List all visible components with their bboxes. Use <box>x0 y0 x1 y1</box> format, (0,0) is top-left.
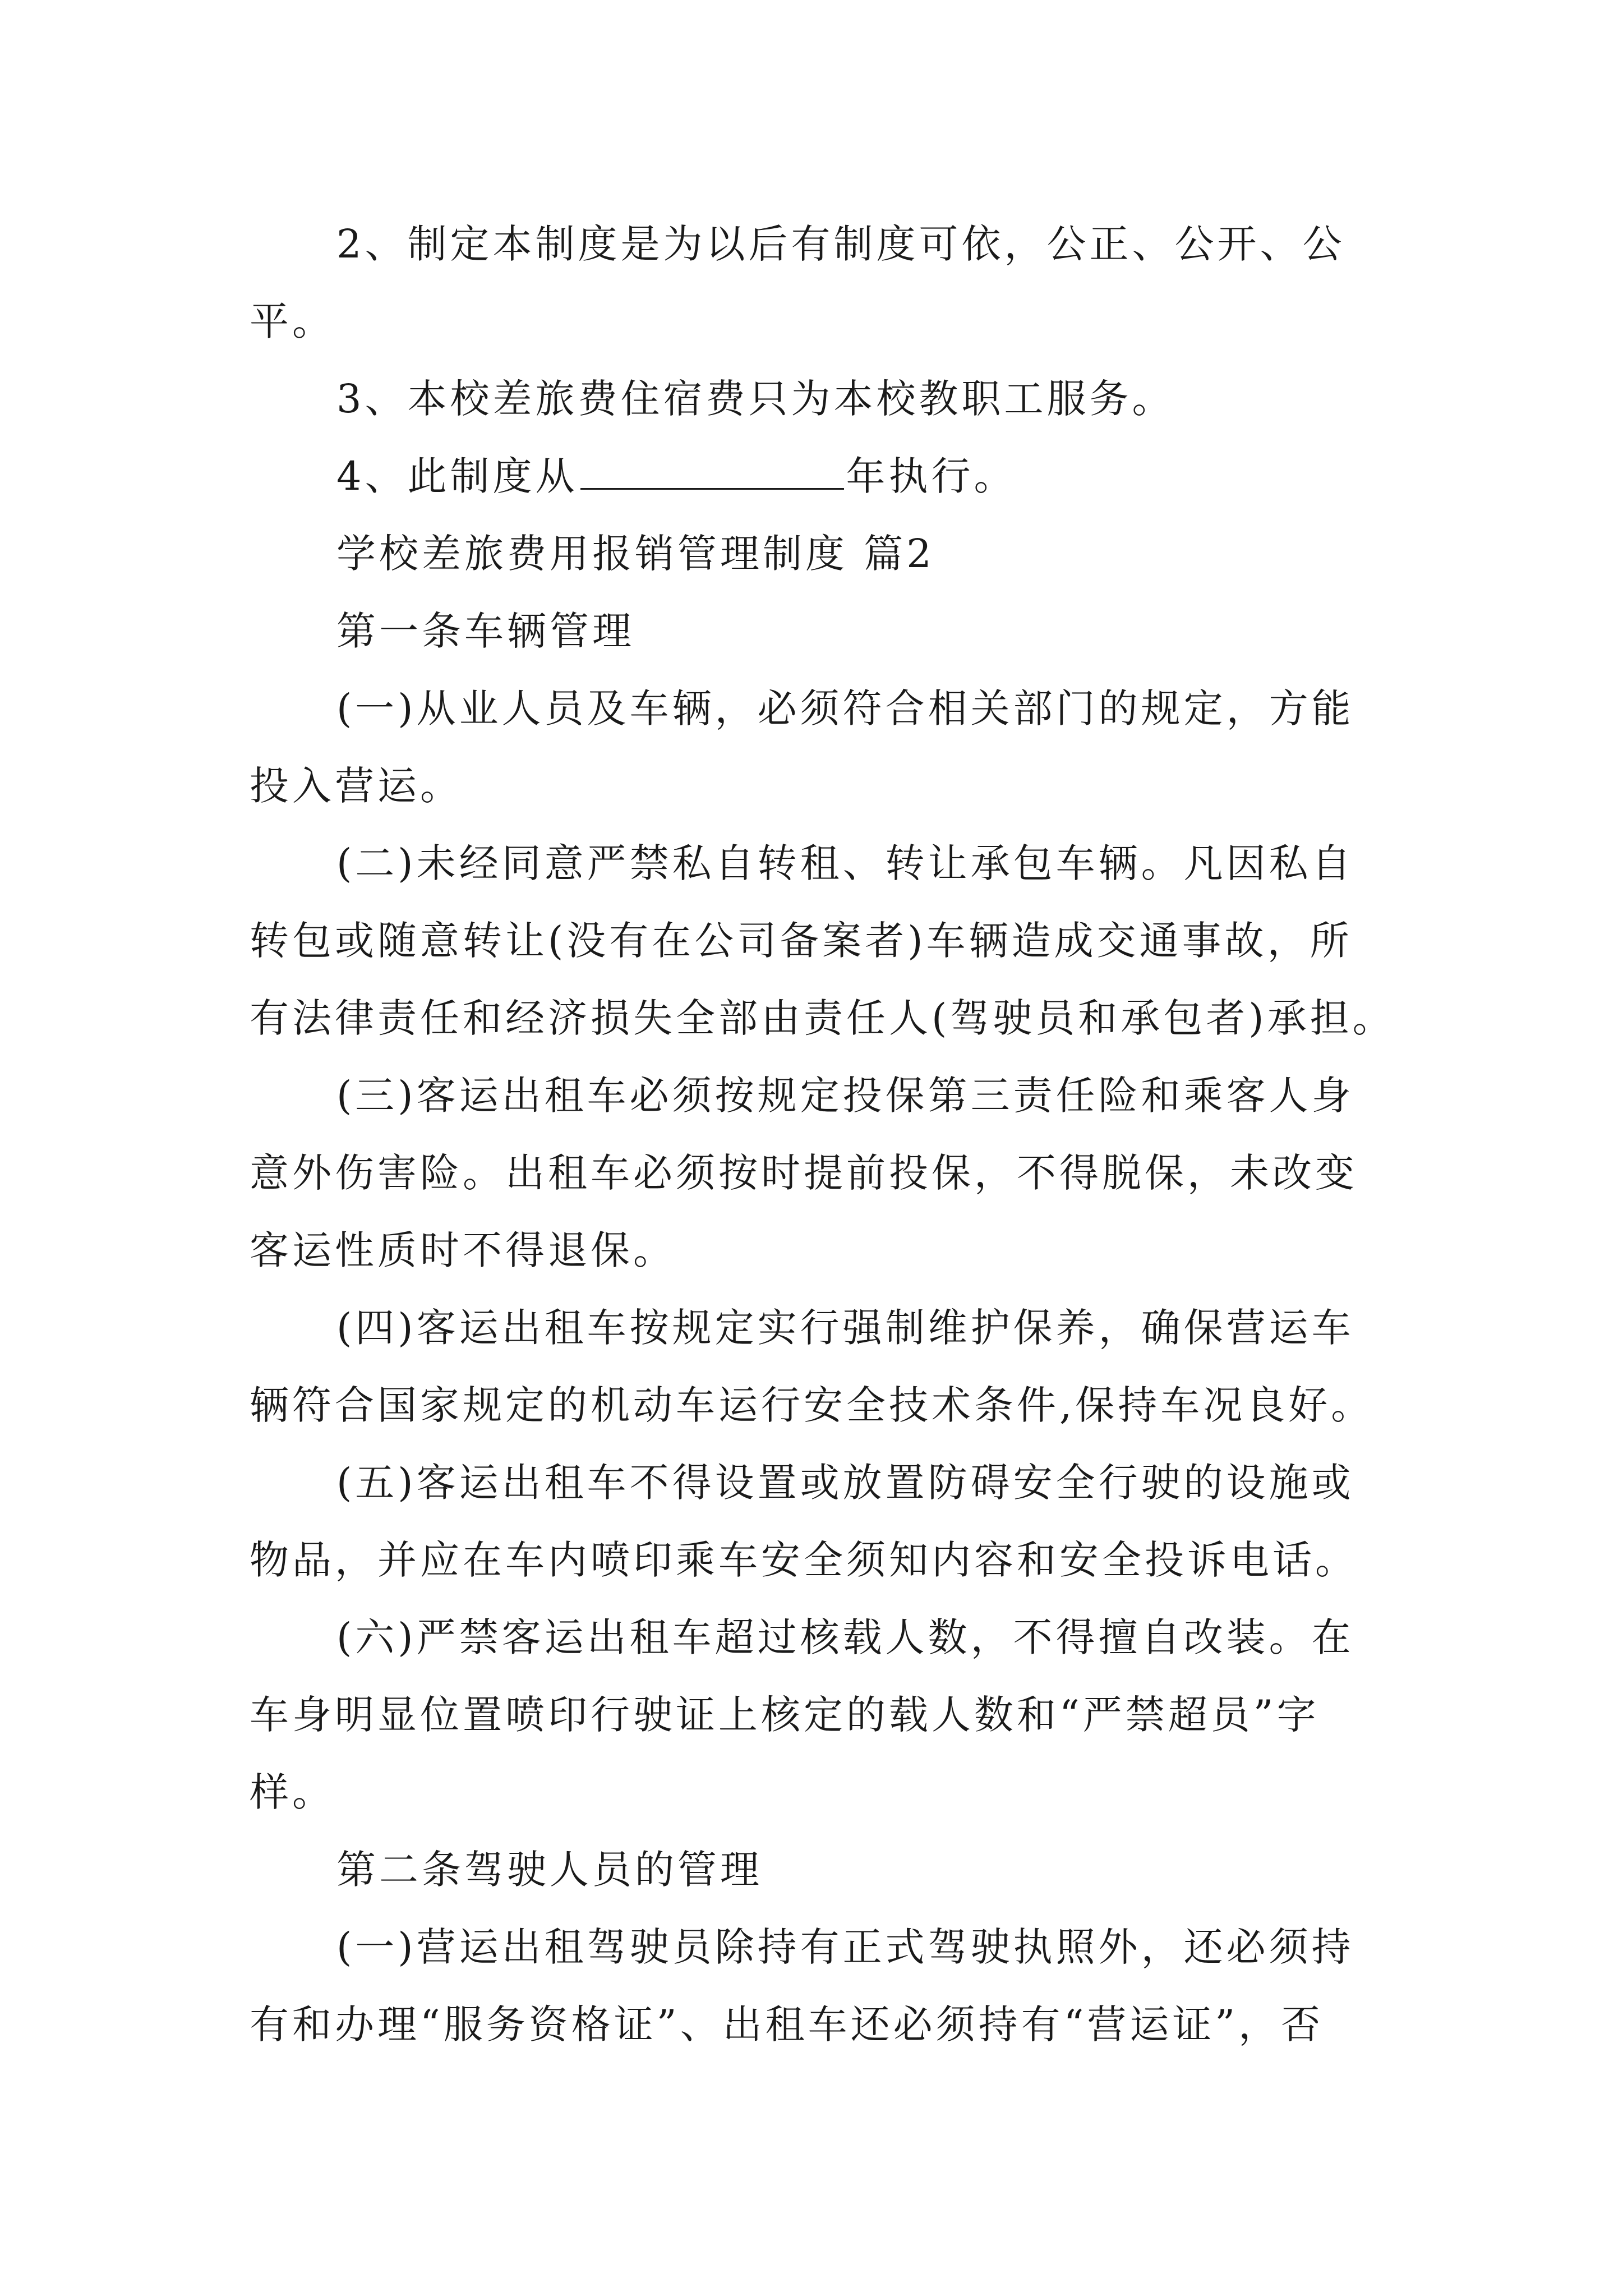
paragraph-line: (二)未经同意严禁私自转租、转让承包车辆。凡因私自 <box>336 840 1354 886</box>
paragraph-line: (六)严禁客运出租车超过核载人数，不得擅自改装。在 <box>336 1614 1354 1660</box>
section-heading: 学校差旅费用报销管理制度 篇2 <box>336 531 935 577</box>
paragraph-line: 有法律责任和经济损失全部由责任人(驾驶员和承包者)承担。 <box>250 995 1395 1041</box>
paragraph-line: 客运性质时不得退保。 <box>250 1227 676 1273</box>
paragraph-line: 样。 <box>250 1769 335 1815</box>
paragraph-line: 转包或随意转让(没有在公司备案者)车辆造成交通事故，所 <box>250 918 1353 964</box>
paragraph-line: (一)营运出租驾驶员除持有正式驾驶执照外，还必须持 <box>336 1924 1354 1970</box>
paragraph-line <box>336 451 1017 501</box>
paragraph-line: (一)从业人员及车辆，必须符合相关部门的规定，方能 <box>336 685 1354 731</box>
line-text: 年执行。 <box>846 453 1017 499</box>
article-heading: 第二条驾驶人员的管理 <box>336 1847 763 1893</box>
paragraph-line: 意外伤害险。出租车必须按时提前投保，不得脱保，未改变 <box>250 1150 1358 1196</box>
paragraph-line: (四)客运出租车按规定实行强制维护保养，确保营运车 <box>336 1305 1354 1351</box>
article-heading: 第一条车辆管理 <box>336 608 635 654</box>
line-text: 4、此制度从 <box>336 453 578 499</box>
paragraph-line: 有和办理“服务资格证”、出租车还必须持有“营运证”，否 <box>250 2001 1324 2047</box>
paragraph-line: 物品，并应在车内喷印乘车安全须知内容和安全投诉电话。 <box>250 1537 1358 1583</box>
paragraph-line: (三)客运出租车必须按规定投保第三责任险和乘客人身 <box>336 1073 1354 1119</box>
paragraph-line: 投入营运。 <box>250 763 463 809</box>
fill-in-blank <box>580 453 844 490</box>
paragraph-line: 车身明显位置喷印行驶证上核定的载人数和“严禁超员”字 <box>250 1692 1320 1738</box>
paragraph-line: 辆符合国家规定的机动车运行安全技术条件,保持车况良好。 <box>250 1382 1374 1428</box>
paragraph-line: 3、本校差旅费住宿费只为本校教职工服务。 <box>336 376 1175 422</box>
paragraph-line: 2、制定本制度是为以后有制度可依，公正、公开、公 <box>336 221 1345 267</box>
paragraph-line: (五)客运出租车不得设置或放置防碍安全行驶的设施或 <box>336 1460 1354 1506</box>
paragraph-line: 平。 <box>250 298 335 344</box>
